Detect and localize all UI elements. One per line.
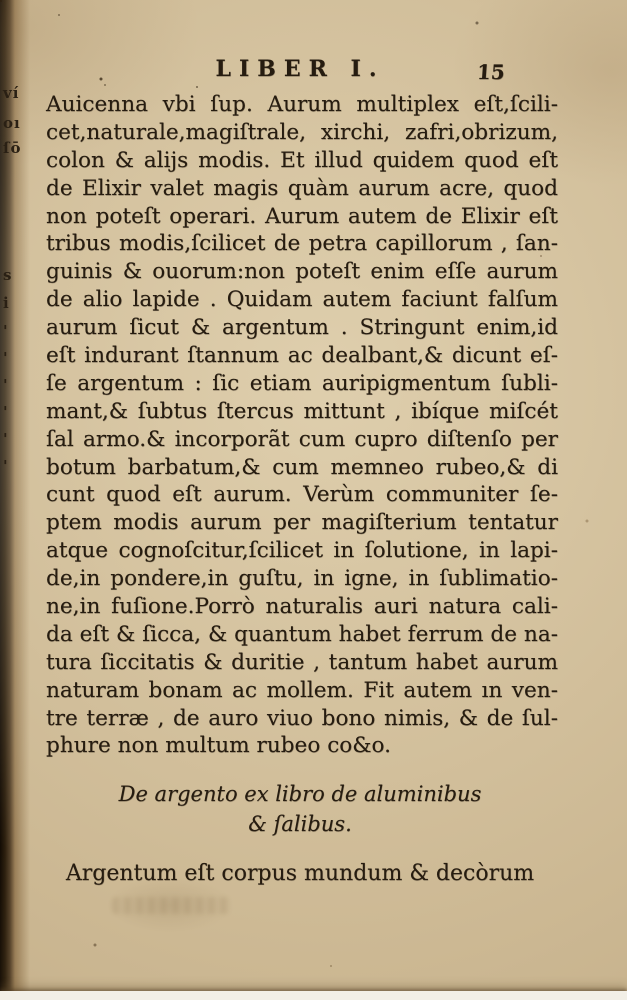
body-text-line: de,in pondere,in guſtu, in igne, in ſublimatio- — [46, 566, 558, 592]
body-text-line: ptem modis aurum per magiſterium tentatur — [46, 510, 558, 536]
section-heading-line-2: & ſalibus. — [248, 812, 352, 836]
margin-fragment: ' — [3, 457, 9, 475]
body-text-line: ne,in fuſione.Porrò naturalis auri natura cali- — [46, 594, 558, 620]
body-text-line: atque cognoſcitur,ſcilicet in ſolutione, in lapi- — [46, 538, 558, 564]
paper-specks — [0, 0, 2, 2]
body-text-line: botum barbatum,& cum memneo rubeo,& di — [46, 454, 558, 480]
body-text-line: mant,& ſubtus ſtercus mittunt , ibíque miſcét — [46, 398, 558, 424]
body-text-line: naturam bonam ac mollem. Fit autem ın ven- — [46, 677, 558, 703]
body-text-line: ſe argentum : ſic etiam auripigmentum ſubli- — [46, 370, 558, 396]
ink-bleedthrough-ghost — [112, 897, 230, 914]
body-text-line: da eſt & ſicca, & quantum habet ferrum de na- — [46, 621, 558, 647]
section-heading — [40, 779, 560, 839]
margin-fragment: ' — [3, 349, 9, 367]
body-text-line: aurum ſicut & argentum . Stringunt enim,id — [46, 315, 558, 341]
body-text-line: de alio lapide . Quidam autem faciunt falſum — [46, 287, 558, 313]
margin-fragment: ſō — [3, 139, 22, 157]
body-text-line: non poteſt operari. Aurum autem de Elixir eſt — [46, 203, 558, 229]
margin-fragment: ' — [3, 322, 9, 340]
body-text-line: colon & alijs modis. Et illud quidem quod eſt — [46, 147, 558, 173]
body-text-line: guinis & ouorum:non poteſt enim eſſe aurum — [46, 259, 558, 285]
margin-fragment: oı — [3, 114, 21, 132]
body-text-line: phure non multum rubeo co&o. — [46, 733, 391, 759]
closing-paragraph-line: Argentum eſt corpus mundum & decòrum — [65, 861, 535, 886]
body-text-line: tura ſiccitatis & duritie , tantum habet aurum — [46, 649, 558, 675]
margin-fragment: ' — [3, 403, 9, 421]
body-text-line: ſal armo.& incorporãt cum cupro diſtenſo per — [46, 426, 558, 452]
section-heading-line-1: De argento ex libro de aluminibus — [118, 782, 482, 806]
page-number: 15 — [476, 60, 506, 84]
running-header-title: LIBER I. — [215, 56, 385, 82]
margin-fragment: s — [3, 266, 13, 284]
margin-fragment: ' — [3, 376, 9, 394]
body-text-block — [46, 91, 558, 760]
margin-fragment: ' — [3, 430, 9, 448]
margin-fragment: ví — [3, 84, 20, 102]
margin-fragment: i — [3, 294, 10, 312]
body-text-line: tribus modis,ſcilicet de petra capillorum , ſan- — [46, 231, 558, 257]
body-text-line: cet,naturale,magiſtrale, xirchi, zafri,obrizum, — [46, 119, 558, 145]
body-text-line: de Elixir valet magis quàm aurum acre, quod — [46, 175, 558, 201]
body-text-line: eſt indurant ſtannum ac dealbant,& dicunt eſ- — [46, 343, 558, 369]
page-bottom-edge — [0, 991, 627, 1000]
body-text-line: tre terræ , de auro viuo bono nimis, & de ſul- — [46, 705, 558, 731]
body-text-line: cunt quod eſt aurum. Verùm communiter ſe- — [46, 482, 558, 508]
body-text-line: Auicenna vbi ſup. Aurum multiplex eſt,ſcili- — [46, 92, 558, 117]
